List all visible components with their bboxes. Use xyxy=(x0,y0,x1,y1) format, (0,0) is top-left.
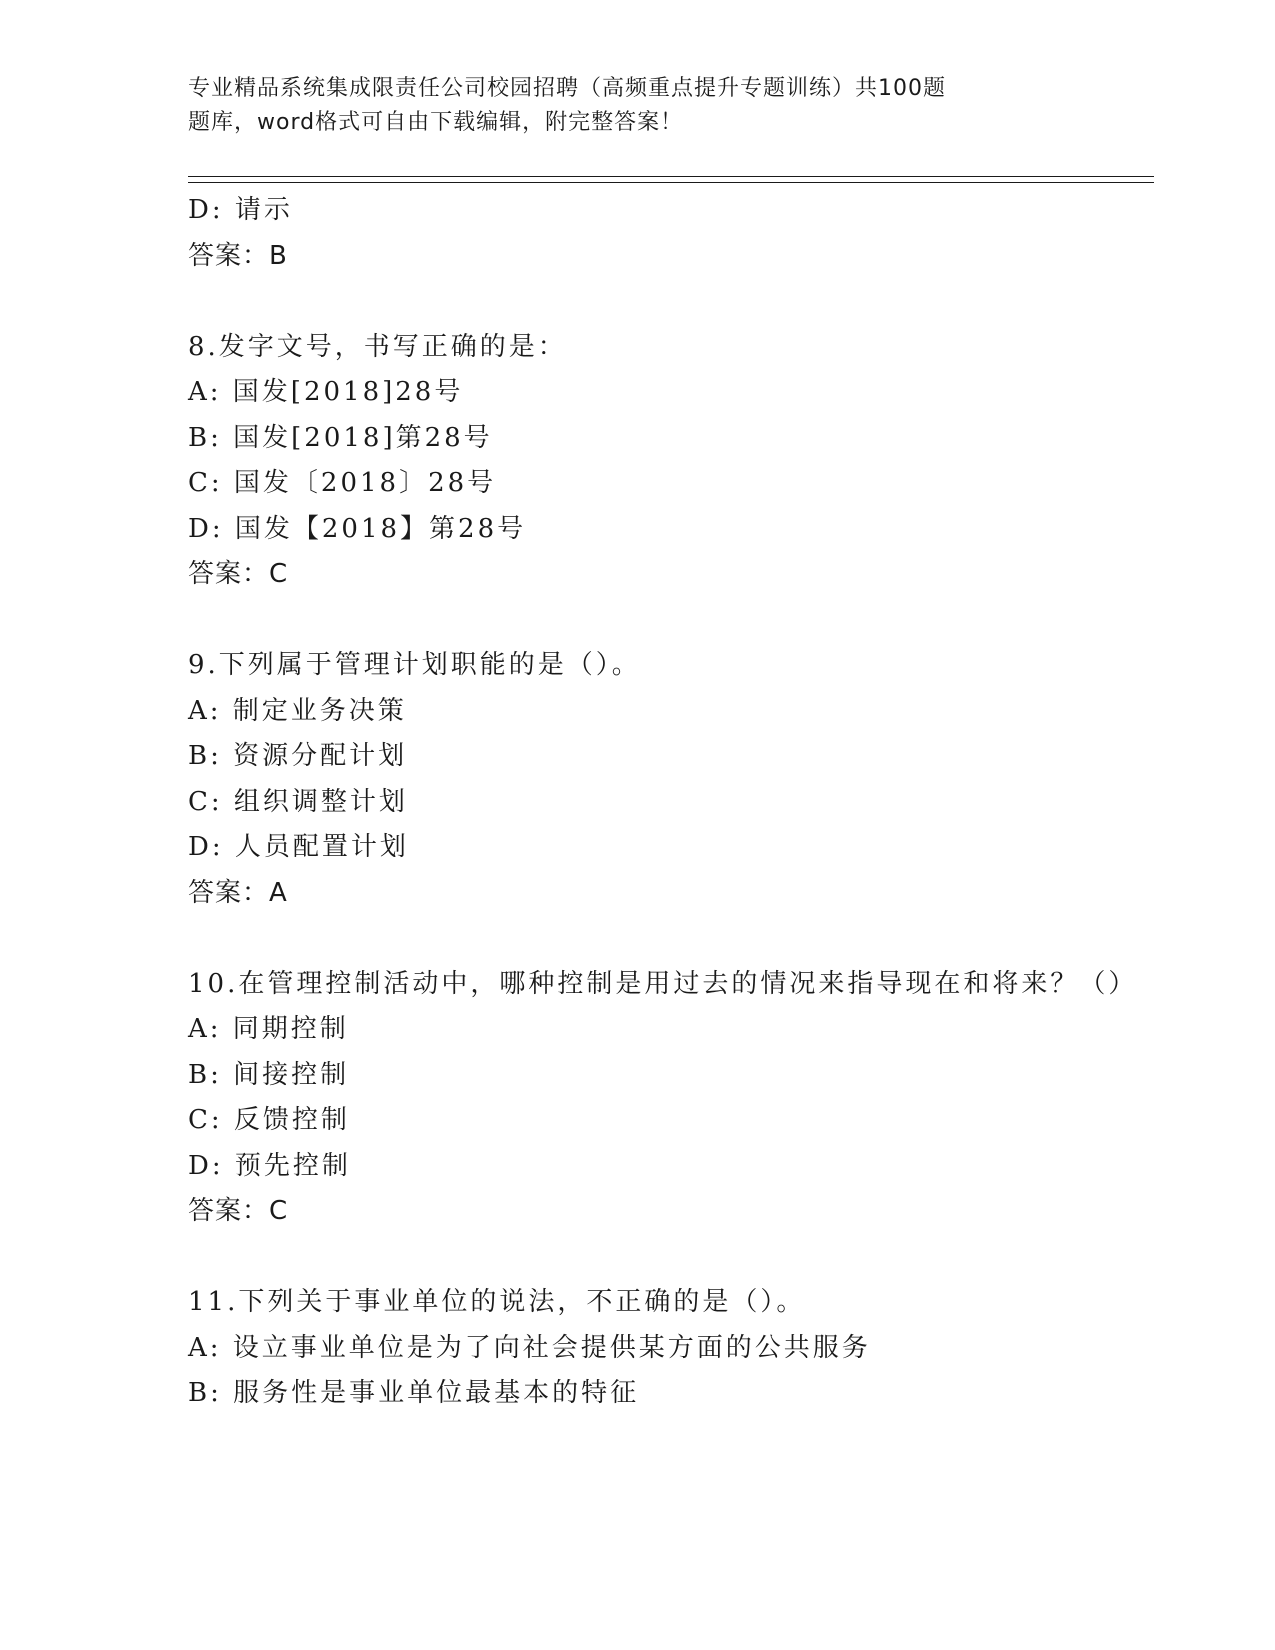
question-7-option-d: D: 请示 xyxy=(188,195,293,225)
question-10-option-a: A: 同期控制 xyxy=(188,1014,349,1044)
question-7-answer: 答案：B xyxy=(188,240,288,271)
header-divider-bottom xyxy=(188,182,1154,183)
spacer xyxy=(188,916,1148,962)
question-8-option-b: B: 国发[2018]第28号 xyxy=(188,422,493,453)
question-8-answer: 答案：C xyxy=(188,559,289,589)
header-divider-top xyxy=(188,176,1154,177)
question-8-option-c: C: 国发〔2018〕28号 xyxy=(188,468,497,498)
question-10-stem: 10.在管理控制活动中，哪种控制是用过去的情况来指导现在和将来？（） xyxy=(188,968,1138,999)
question-8-option-d: D: 国发【2018】第28号 xyxy=(188,513,527,544)
question-11-option-a: A: 设立事业单位是为了向社会提供某方面的公共服务 xyxy=(188,1332,871,1363)
question-9-stem: 9.下列属于管理计划职能的是（）。 xyxy=(188,650,641,680)
question-9-answer: 答案：A xyxy=(188,877,288,908)
spacer xyxy=(188,279,1148,325)
question-9-option-c: C: 组织调整计划 xyxy=(188,786,408,817)
question-8-stem: 8.发字文号，书写正确的是： xyxy=(188,331,567,362)
question-10-answer: 答案：C xyxy=(188,1196,289,1226)
document-header xyxy=(188,72,1028,140)
question-10-option-b: B: 间接控制 xyxy=(188,1059,350,1090)
question-11-option-b: B: 服务性是事业单位最基本的特征 xyxy=(188,1378,640,1408)
header-line-2: 题库，word格式可自由下载编辑，附完整答案！ xyxy=(188,110,684,135)
question-10-option-c: C: 反馈控制 xyxy=(188,1105,350,1135)
question-9-option-d: D: 人员配置计划 xyxy=(188,832,409,862)
question-9-option-a: A: 制定业务决策 xyxy=(188,695,407,726)
question-list xyxy=(188,188,1148,1417)
question-10-option-d: D: 预先控制 xyxy=(188,1150,351,1181)
spacer xyxy=(188,598,1148,644)
header-line-1: 专业精品系统集成限责任公司校园招聘（高频重点提升专题训练）共100题 xyxy=(188,76,946,101)
spacer xyxy=(188,1235,1148,1281)
question-8-option-a: A: 国发[2018]28号 xyxy=(188,377,464,407)
question-11-stem: 11.下列关于事业单位的说法，不正确的是（）。 xyxy=(188,1287,806,1317)
question-9-option-b: B: 资源分配计划 xyxy=(188,741,408,771)
